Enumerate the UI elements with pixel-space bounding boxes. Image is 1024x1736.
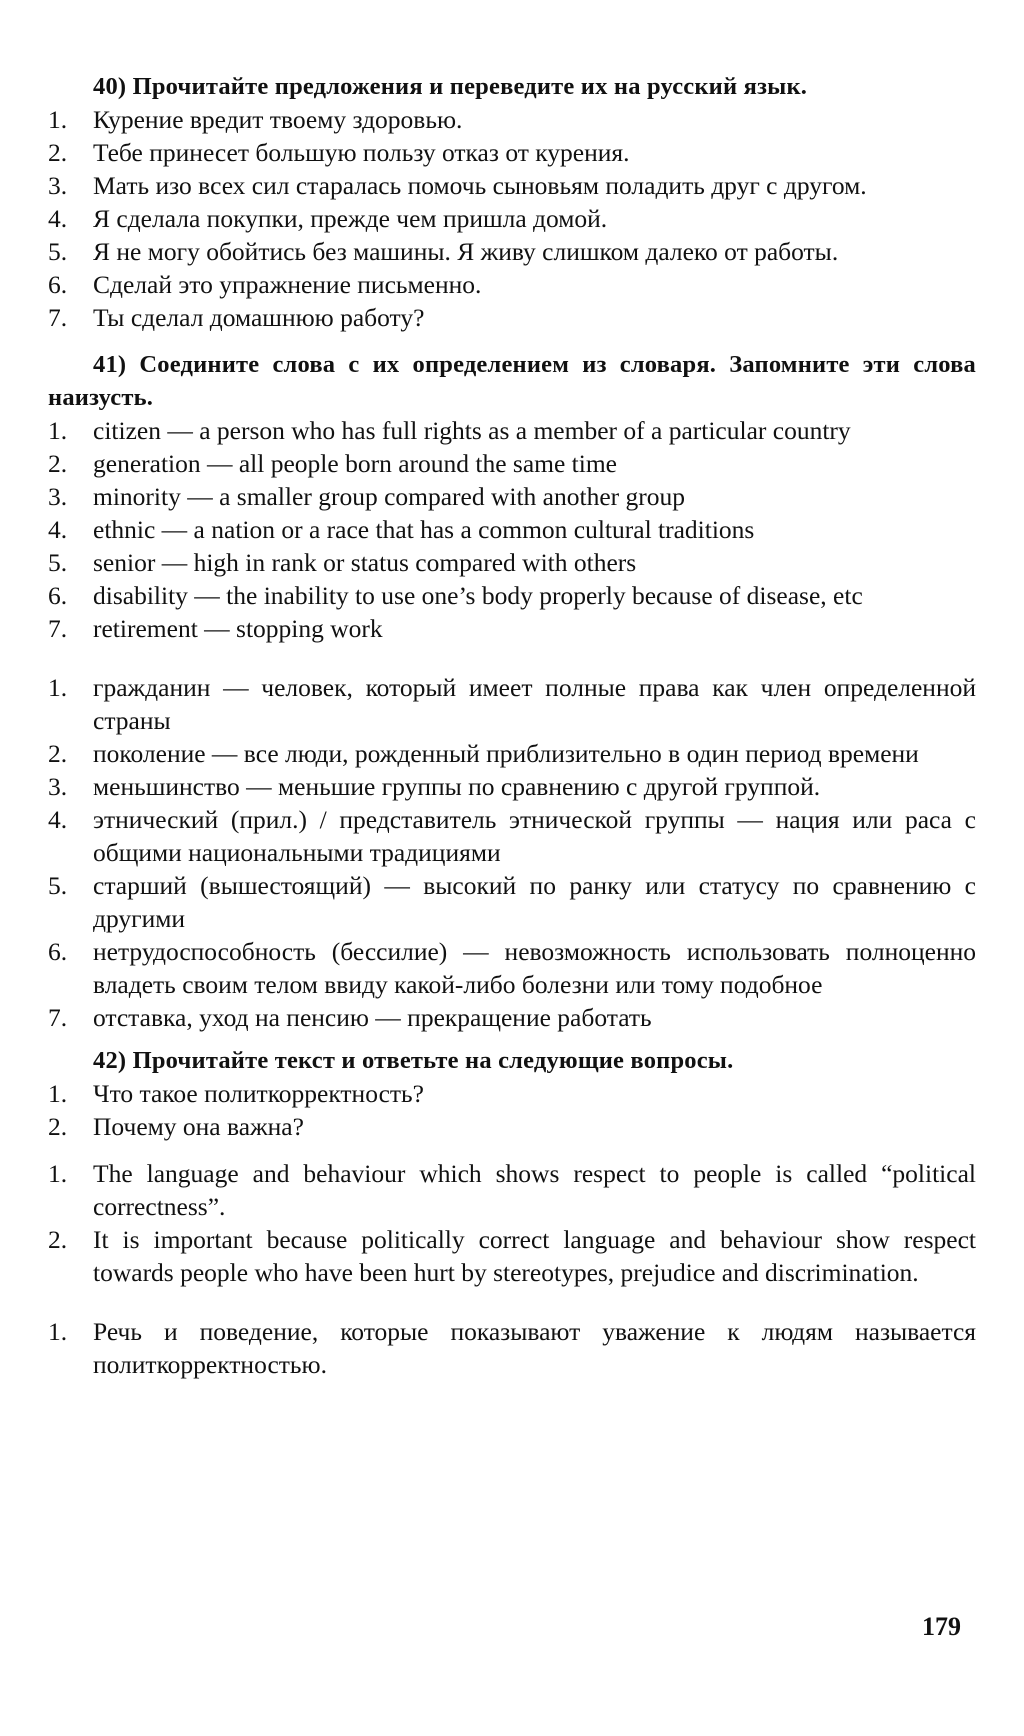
exercise-42-answers-russian	[48, 1315, 976, 1381]
item-number: 5.	[48, 237, 68, 266]
list-item	[48, 1077, 976, 1110]
item-text: It is important because politically correct language and behaviour show respect towards people who have been hurt by stereotypes, prejudice and discrimination.	[93, 1225, 976, 1287]
item-number: 5.	[48, 548, 68, 577]
item-number: 3.	[48, 482, 68, 511]
item-number: 2.	[48, 1112, 68, 1141]
item-text: citizen — a person who has full rights as a member of a particular country	[93, 416, 851, 445]
item-number: 2.	[48, 739, 68, 768]
item-number: 2.	[48, 138, 68, 167]
item-number: 2.	[48, 449, 68, 478]
item-text: гражданин — человек, который имеет полные права как член определенной страны	[93, 673, 976, 735]
exercise-41-russian-list	[48, 671, 976, 1034]
item-number: 7.	[48, 303, 68, 332]
item-text: отставка, уход на пенсию — прекращение работать	[93, 1003, 652, 1032]
page-number: 179	[922, 1612, 961, 1641]
item-number: 1.	[48, 1317, 68, 1346]
item-text: Почему она важна?	[93, 1112, 304, 1141]
spacer	[48, 1143, 976, 1157]
list-item	[48, 803, 976, 869]
list-item	[48, 869, 976, 935]
item-text: generation — all people born around the same time	[93, 449, 617, 478]
item-number: 4.	[48, 515, 68, 544]
list-item	[48, 414, 976, 447]
item-number: 2.	[48, 1225, 68, 1254]
item-number: 5.	[48, 871, 68, 900]
item-text: Я не могу обойтись без машины. Я живу слишком далеко от работы.	[93, 237, 839, 266]
item-number: 6.	[48, 581, 68, 610]
item-number: 4.	[48, 204, 68, 233]
item-text: Курение вредит твоему здоровью.	[93, 105, 463, 134]
item-text: старший (вышестоящий) — высокий по ранку или статусу по сравнению с другими	[93, 871, 976, 933]
spacer	[48, 1289, 976, 1315]
item-number: 3.	[48, 772, 68, 801]
list-item	[48, 268, 976, 301]
item-number: 1.	[48, 673, 68, 702]
list-item	[48, 1110, 976, 1143]
item-text: The language and behaviour which shows respect to people is called “political correctness”.	[93, 1159, 976, 1221]
list-item	[48, 1223, 976, 1289]
list-item	[48, 671, 976, 737]
spacer	[48, 645, 976, 671]
item-text: minority — a smaller group compared with another group	[93, 482, 686, 511]
list-item	[48, 1001, 976, 1034]
item-text: меньшинство — меньшие группы по сравнению с другой группой.	[93, 772, 821, 801]
item-text: retirement — stopping work	[93, 614, 383, 643]
list-item	[48, 1315, 976, 1381]
item-text: disability — the inability to use one’s body properly because of disease, etc	[93, 581, 863, 610]
item-number: 1.	[48, 105, 68, 134]
item-text: нетрудоспособность (бессилие) — невозможность использовать полноценно владеть своим телом ввиду какой-либо болезни или тому подобное	[93, 937, 976, 999]
list-item	[48, 546, 976, 579]
item-text: Тебе принесет большую пользу отказ от курения.	[93, 138, 630, 167]
item-text: Сделай это упражнение письменно.	[93, 270, 482, 299]
list-item	[48, 235, 976, 268]
exercise-41-heading: 41) Соедините слова с их определением из словаря. Запомните эти слова наизусть.	[48, 351, 976, 411]
list-item	[48, 513, 976, 546]
item-number: 1.	[48, 1079, 68, 1108]
list-item	[48, 136, 976, 169]
exercise-42-answers-english	[48, 1157, 976, 1289]
item-text: этнический (прил.) / представитель этнической группы — нация или раса с общими национальными традициями	[93, 805, 976, 867]
item-number: 1.	[48, 1159, 68, 1188]
list-item	[48, 480, 976, 513]
item-text: Я сделала покупки, прежде чем пришла домой.	[93, 204, 608, 233]
list-item	[48, 202, 976, 235]
item-number: 6.	[48, 937, 68, 966]
item-number: 1.	[48, 416, 68, 445]
page-content	[48, 70, 976, 1381]
item-text: Мать изо всех сил старалась помочь сыновьям поладить друг с другом.	[93, 171, 867, 200]
exercise-40-heading: 40) Прочитайте предложения и переведите их на русский язык.	[93, 73, 808, 100]
item-text: Ты сделал домашнюю работу?	[93, 303, 425, 332]
list-item	[48, 301, 976, 334]
list-item	[48, 579, 976, 612]
exercise-42-questions	[48, 1077, 976, 1143]
list-item	[48, 169, 976, 202]
list-item	[48, 612, 976, 645]
list-item	[48, 935, 976, 1001]
item-text: поколение — все люди, рожденный приблизительно в один период времени	[93, 739, 919, 768]
item-number: 6.	[48, 270, 68, 299]
item-number: 7.	[48, 614, 68, 643]
exercise-41-english-list	[48, 414, 976, 645]
list-item	[48, 737, 976, 770]
list-item	[48, 103, 976, 136]
item-number: 4.	[48, 805, 68, 834]
item-text: Что такое политкорректность?	[93, 1079, 425, 1108]
item-number: 3.	[48, 171, 68, 200]
item-text: ethnic — a nation or a race that has a common cultural traditions	[93, 515, 755, 544]
list-item	[48, 447, 976, 480]
item-text: Речь и поведение, которые показывают уважение к людям называется политкорректностью.	[93, 1317, 976, 1379]
item-text: senior — high in rank or status compared with others	[93, 548, 637, 577]
spacer	[48, 334, 976, 348]
item-number: 7.	[48, 1003, 68, 1032]
spacer	[48, 1034, 976, 1044]
list-item	[48, 770, 976, 803]
exercise-42-heading: 42) Прочитайте текст и ответьте на следующие вопросы.	[93, 1047, 734, 1074]
list-item	[48, 1157, 976, 1223]
exercise-40-list	[48, 103, 976, 334]
